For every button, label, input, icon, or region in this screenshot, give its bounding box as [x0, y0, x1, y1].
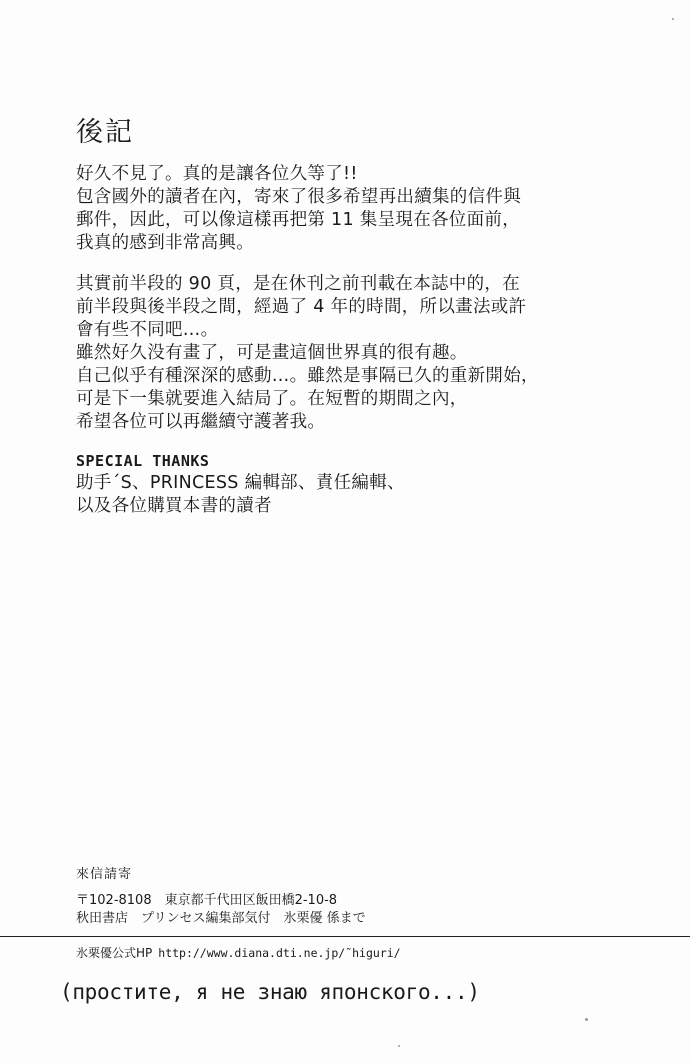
homepage-label: 氷栗優公式HP [76, 946, 153, 960]
translator-note: (простите, я не знаю японского...) [60, 980, 480, 1004]
divider-line [0, 936, 690, 937]
contact-address [76, 892, 366, 928]
afterword-title: 後記 [76, 117, 134, 148]
text-line: 我真的感到非常高興。 [76, 233, 254, 253]
scan-speck [398, 1045, 400, 1047]
text-line: 雖然好久没有畫了，可是畫這個世界真的很有趣。 [76, 343, 468, 363]
scan-speck [672, 18, 674, 20]
text-line: 以及各位購買本書的讀者 [76, 496, 272, 516]
text-line: 會有些不同吧…。 [76, 320, 219, 340]
scan-speck [585, 1018, 588, 1021]
address-line: 〒102-8108 東京都千代田区飯田橋2-10-8 [76, 893, 338, 908]
contact-heading: 來信請寄 [76, 867, 133, 882]
text-line: 包含國外的讀者在內，寄來了很多希望再出續集的信件與 [76, 187, 521, 207]
text-line: 好久不見了。真的是讓各位久等了!! [76, 164, 358, 184]
text-line: 其實前半段的 90 頁，是在休刊之前刊載在本誌中的，在 [76, 274, 520, 294]
special-thanks-heading: SPECIAL THANKS [76, 452, 210, 470]
special-thanks-list [76, 472, 405, 518]
text-line: 希望各位可以再繼續守護著我。 [76, 412, 326, 432]
text-line: 郵件，因此，可以像這樣再把第 11 集呈現在各位面前， [76, 210, 520, 230]
homepage-info [76, 944, 401, 961]
text-line: 助手´S、PRINCESS 編輯部、責任編輯、 [76, 473, 405, 493]
afterword-paragraph-1 [76, 163, 521, 255]
homepage-url[interactable]: http://www.diana.dti.ne.jp/˜higuri/ [158, 946, 401, 960]
afterword-paragraph-2 [76, 273, 539, 434]
address-line: 秋田書店 プリンセス編集部気付 氷栗優 係まで [76, 911, 366, 926]
text-line: 前半段與後半段之間，經過了 4 年的時間，所以畫法或許 [76, 297, 527, 317]
text-line: 自己似乎有種深深的感動…。雖然是事隔已久的重新開始， [76, 366, 539, 386]
text-line: 可是下一集就要進入結局了。在短暫的期間之內， [76, 389, 468, 409]
